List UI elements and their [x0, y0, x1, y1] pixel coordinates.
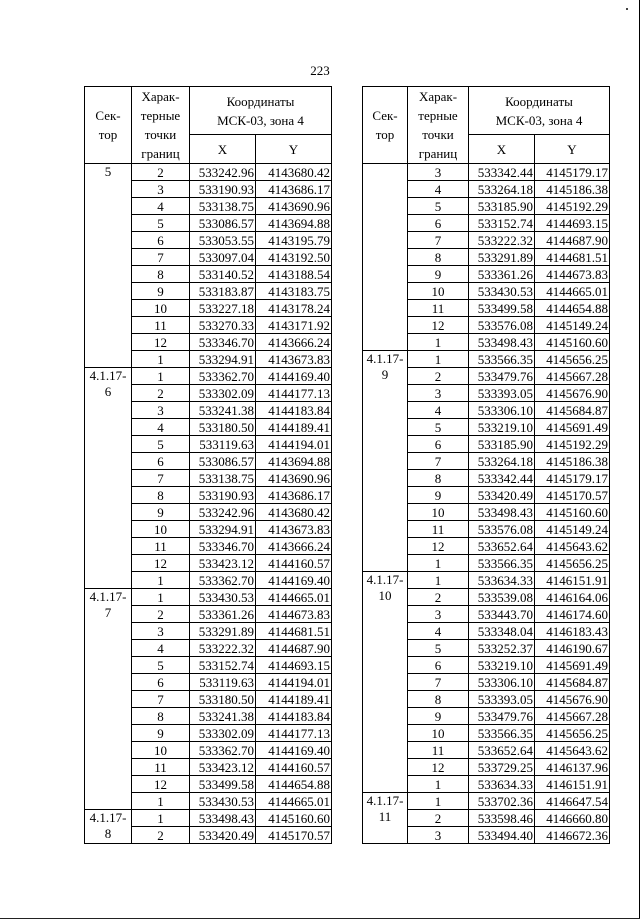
point-number-cell: 2: [408, 589, 469, 606]
x-coordinate-cell: 533190.93: [190, 487, 256, 504]
point-number-cell: 4: [132, 640, 190, 657]
y-coordinate-cell: 4144673.83: [535, 266, 610, 283]
x-coordinate-cell: 533097.04: [190, 249, 256, 266]
x-coordinate-cell: 533652.64: [469, 538, 535, 555]
x-coordinate-cell: 533264.18: [469, 453, 535, 470]
point-number-cell: 9: [132, 504, 190, 521]
point-number-cell: 1: [132, 572, 190, 589]
point-number-cell: 6: [132, 232, 190, 249]
sector-cell: [363, 164, 408, 351]
sector-cell: 4.1.17- 11: [363, 793, 408, 844]
x-coordinate-cell: 533494.40: [469, 827, 535, 844]
point-number-cell: 7: [132, 249, 190, 266]
header-sector-text: Сек- тор: [95, 108, 121, 142]
y-coordinate-cell: 4143673.83: [256, 521, 332, 538]
x-coordinate-cell: 533362.70: [190, 572, 256, 589]
point-number-cell: 2: [408, 368, 469, 385]
y-coordinate-cell: 4145149.24: [535, 317, 610, 334]
point-number-cell: 4: [408, 181, 469, 198]
y-coordinate-cell: 4145656.25: [535, 351, 610, 368]
header-sector-text: Сек- тор: [372, 108, 398, 142]
x-coordinate-cell: 533138.75: [190, 470, 256, 487]
table-row: [363, 164, 610, 181]
point-number-cell: 1: [408, 555, 469, 572]
x-coordinate-cell: 533566.35: [469, 725, 535, 742]
x-coordinate-cell: 533306.10: [469, 674, 535, 691]
point-number-cell: 1: [132, 793, 190, 810]
x-coordinate-cell: 533086.57: [190, 453, 256, 470]
point-number-cell: 6: [408, 436, 469, 453]
point-number-cell: 8: [132, 487, 190, 504]
x-coordinate-cell: 533420.49: [469, 487, 535, 504]
point-number-cell: 6: [132, 453, 190, 470]
point-number-cell: 5: [408, 419, 469, 436]
point-number-cell: 8: [132, 266, 190, 283]
header-coords: [190, 87, 332, 135]
y-coordinate-cell: 4144665.01: [256, 793, 332, 810]
x-coordinate-cell: 533576.08: [469, 317, 535, 334]
x-coordinate-cell: 533140.52: [190, 266, 256, 283]
sector-cell: 4.1.17- 8: [85, 810, 132, 844]
y-coordinate-cell: 4145160.60: [256, 810, 332, 827]
x-coordinate-cell: 533185.90: [469, 198, 535, 215]
y-coordinate-cell: 4143666.24: [256, 538, 332, 555]
point-number-cell: 3: [408, 827, 469, 844]
y-coordinate-cell: 4144687.90: [535, 232, 610, 249]
x-coordinate-cell: 533443.70: [469, 606, 535, 623]
header-sector: [85, 87, 132, 164]
x-coordinate-cell: 533702.36: [469, 793, 535, 810]
y-coordinate-cell: 4143178.24: [256, 300, 332, 317]
y-coordinate-cell: 4144183.84: [256, 708, 332, 725]
x-coordinate-cell: 533634.33: [469, 776, 535, 793]
y-coordinate-cell: 4143680.42: [256, 504, 332, 521]
y-coordinate-cell: 4145643.62: [535, 742, 610, 759]
y-coordinate-cell: 4144654.88: [256, 776, 332, 793]
x-coordinate-cell: 533180.50: [190, 691, 256, 708]
point-number-cell: 5: [132, 436, 190, 453]
y-coordinate-cell: 4145667.28: [535, 368, 610, 385]
sector-cell: 4.1.17- 7: [85, 589, 132, 810]
y-coordinate-cell: 4145160.60: [535, 334, 610, 351]
y-coordinate-cell: 4143183.75: [256, 283, 332, 300]
y-coordinate-cell: 4146672.36: [535, 827, 610, 844]
y-coordinate-cell: 4144681.51: [256, 623, 332, 640]
y-coordinate-cell: 4145186.38: [535, 453, 610, 470]
point-number-cell: 5: [408, 198, 469, 215]
x-coordinate-cell: 533393.05: [469, 385, 535, 402]
point-number-cell: 7: [408, 674, 469, 691]
y-coordinate-cell: 4145684.87: [535, 674, 610, 691]
y-coordinate-cell: 4144160.57: [256, 759, 332, 776]
point-number-cell: 9: [132, 283, 190, 300]
point-number-cell: 4: [132, 198, 190, 215]
y-coordinate-cell: 4143192.50: [256, 249, 332, 266]
x-coordinate-cell: 533302.09: [190, 385, 256, 402]
point-number-cell: 11: [132, 538, 190, 555]
x-coordinate-cell: 533190.93: [190, 181, 256, 198]
x-coordinate-cell: 533241.38: [190, 708, 256, 725]
y-coordinate-cell: 4144160.57: [256, 555, 332, 572]
y-coordinate-cell: 4144183.84: [256, 402, 332, 419]
point-number-cell: 11: [408, 742, 469, 759]
x-coordinate-cell: 533306.10: [469, 402, 535, 419]
point-number-cell: 3: [408, 385, 469, 402]
y-coordinate-cell: 4146164.06: [535, 589, 610, 606]
point-number-cell: 3: [408, 606, 469, 623]
x-coordinate-cell: 533291.89: [469, 249, 535, 266]
x-coordinate-cell: 533499.58: [469, 300, 535, 317]
y-coordinate-cell: 4145179.17: [535, 470, 610, 487]
point-number-cell: 12: [408, 317, 469, 334]
x-coordinate-cell: 533634.33: [469, 572, 535, 589]
y-coordinate-cell: 4144169.40: [256, 368, 332, 385]
sector-cell: 4.1.17- 6: [85, 368, 132, 589]
y-coordinate-cell: 4143171.92: [256, 317, 332, 334]
point-number-cell: 1: [408, 334, 469, 351]
x-coordinate-cell: 533294.91: [190, 351, 256, 368]
x-coordinate-cell: 533479.76: [469, 708, 535, 725]
table-body: [85, 164, 332, 844]
point-number-cell: 8: [408, 691, 469, 708]
x-coordinate-cell: 533264.18: [469, 181, 535, 198]
point-number-cell: 9: [408, 708, 469, 725]
y-coordinate-cell: 4143686.17: [256, 487, 332, 504]
point-number-cell: 1: [408, 351, 469, 368]
y-coordinate-cell: 4144169.40: [256, 572, 332, 589]
point-number-cell: 11: [408, 521, 469, 538]
x-coordinate-cell: 533346.70: [190, 334, 256, 351]
y-coordinate-cell: 4144177.13: [256, 725, 332, 742]
sector-cell: 4.1.17- 9: [363, 351, 408, 572]
point-number-cell: 10: [132, 521, 190, 538]
x-coordinate-cell: 533185.90: [469, 436, 535, 453]
x-coordinate-cell: 533222.32: [190, 640, 256, 657]
y-coordinate-cell: 4145160.60: [535, 504, 610, 521]
y-coordinate-cell: 4145170.57: [535, 487, 610, 504]
header-coords-text: Координаты МСК-03, зона 4: [217, 93, 304, 128]
x-coordinate-cell: 533242.96: [190, 504, 256, 521]
y-coordinate-cell: 4144194.01: [256, 674, 332, 691]
x-coordinate-cell: 533361.26: [469, 266, 535, 283]
point-number-cell: 8: [132, 708, 190, 725]
point-number-cell: 10: [132, 300, 190, 317]
sector-cell: 4.1.17- 10: [363, 572, 408, 793]
y-coordinate-cell: 4145656.25: [535, 555, 610, 572]
y-coordinate-cell: 4145149.24: [535, 521, 610, 538]
point-number-cell: 1: [132, 351, 190, 368]
point-number-cell: 10: [408, 504, 469, 521]
point-number-cell: 2: [132, 385, 190, 402]
point-number-cell: 9: [408, 487, 469, 504]
y-coordinate-cell: 4146174.60: [535, 606, 610, 623]
point-number-cell: 1: [132, 589, 190, 606]
x-coordinate-cell: 533086.57: [190, 215, 256, 232]
x-coordinate-cell: 533342.44: [469, 470, 535, 487]
x-coordinate-cell: 533362.70: [190, 368, 256, 385]
y-coordinate-cell: 4144189.41: [256, 419, 332, 436]
point-number-cell: 11: [132, 759, 190, 776]
point-number-cell: 5: [132, 215, 190, 232]
y-coordinate-cell: 4145656.25: [535, 725, 610, 742]
x-coordinate-cell: 533180.50: [190, 419, 256, 436]
point-number-cell: 7: [132, 470, 190, 487]
point-number-cell: 3: [132, 181, 190, 198]
y-coordinate-cell: 4143666.24: [256, 334, 332, 351]
x-coordinate-cell: 533566.35: [469, 555, 535, 572]
y-coordinate-cell: 4146183.43: [535, 623, 610, 640]
x-coordinate-cell: 533294.91: [190, 521, 256, 538]
y-coordinate-cell: 4144654.88: [535, 300, 610, 317]
header-points: [408, 87, 469, 164]
table-row: [363, 351, 610, 368]
coordinates-table-right: [362, 86, 610, 844]
x-coordinate-cell: 533152.74: [469, 215, 535, 232]
x-coordinate-cell: 533423.12: [190, 759, 256, 776]
point-number-cell: 8: [408, 470, 469, 487]
point-number-cell: 10: [408, 725, 469, 742]
point-number-cell: 2: [408, 810, 469, 827]
x-coordinate-cell: 533348.04: [469, 623, 535, 640]
x-coordinate-cell: 533119.63: [190, 674, 256, 691]
y-coordinate-cell: 4144177.13: [256, 385, 332, 402]
point-number-cell: 7: [408, 453, 469, 470]
point-number-cell: 3: [408, 164, 469, 181]
x-coordinate-cell: 533430.53: [190, 793, 256, 810]
x-coordinate-cell: 533598.46: [469, 810, 535, 827]
x-coordinate-cell: 533479.76: [469, 368, 535, 385]
x-coordinate-cell: 533498.43: [469, 334, 535, 351]
point-number-cell: 7: [408, 232, 469, 249]
header-x: X: [469, 135, 535, 164]
point-number-cell: 7: [132, 691, 190, 708]
x-coordinate-cell: 533361.26: [190, 606, 256, 623]
y-coordinate-cell: 4145667.28: [535, 708, 610, 725]
x-coordinate-cell: 533291.89: [190, 623, 256, 640]
point-number-cell: 10: [408, 283, 469, 300]
x-coordinate-cell: 533241.38: [190, 402, 256, 419]
point-number-cell: 3: [132, 402, 190, 419]
y-coordinate-cell: 4145691.49: [535, 419, 610, 436]
y-coordinate-cell: 4146660.80: [535, 810, 610, 827]
x-coordinate-cell: 533539.08: [469, 589, 535, 606]
x-coordinate-cell: 533498.43: [469, 504, 535, 521]
x-coordinate-cell: 533183.87: [190, 283, 256, 300]
y-coordinate-cell: 4144673.83: [256, 606, 332, 623]
table-row: [85, 164, 332, 181]
sector-cell: 5: [85, 164, 132, 368]
y-coordinate-cell: 4145192.29: [535, 436, 610, 453]
x-coordinate-cell: 533393.05: [469, 691, 535, 708]
y-coordinate-cell: 4144189.41: [256, 691, 332, 708]
header-sector: [363, 87, 408, 164]
y-coordinate-cell: 4145643.62: [535, 538, 610, 555]
y-coordinate-cell: 4143690.96: [256, 470, 332, 487]
x-coordinate-cell: 533499.58: [190, 776, 256, 793]
y-coordinate-cell: 4146151.91: [535, 572, 610, 589]
y-coordinate-cell: 4145676.90: [535, 385, 610, 402]
point-number-cell: 9: [132, 725, 190, 742]
table-row: [85, 810, 332, 827]
y-coordinate-cell: 4144665.01: [535, 283, 610, 300]
x-coordinate-cell: 533222.32: [469, 232, 535, 249]
header-points-text: Харак- терные точки границ: [418, 89, 458, 161]
y-coordinate-cell: 4145676.90: [535, 691, 610, 708]
point-number-cell: 9: [408, 266, 469, 283]
point-number-cell: 4: [408, 623, 469, 640]
y-coordinate-cell: 4145684.87: [535, 402, 610, 419]
x-coordinate-cell: 533119.63: [190, 436, 256, 453]
point-number-cell: 3: [132, 623, 190, 640]
x-coordinate-cell: 533152.74: [190, 657, 256, 674]
x-coordinate-cell: 533498.43: [190, 810, 256, 827]
point-number-cell: 12: [132, 334, 190, 351]
table-body: [363, 164, 610, 844]
point-number-cell: 12: [132, 776, 190, 793]
x-coordinate-cell: 533252.37: [469, 640, 535, 657]
point-number-cell: 2: [132, 606, 190, 623]
point-number-cell: 10: [132, 742, 190, 759]
y-coordinate-cell: 4144194.01: [256, 436, 332, 453]
x-coordinate-cell: 533219.10: [469, 657, 535, 674]
y-coordinate-cell: 4143694.88: [256, 215, 332, 232]
point-number-cell: 12: [408, 538, 469, 555]
x-coordinate-cell: 533423.12: [190, 555, 256, 572]
scan-dot: [626, 8, 628, 10]
y-coordinate-cell: 4144693.15: [256, 657, 332, 674]
point-number-cell: 1: [408, 572, 469, 589]
table-row: [363, 793, 610, 810]
header-points-text: Харак- терные точки границ: [140, 89, 181, 161]
x-coordinate-cell: 533219.10: [469, 419, 535, 436]
point-number-cell: 1: [132, 810, 190, 827]
x-coordinate-cell: 533346.70: [190, 538, 256, 555]
point-number-cell: 12: [132, 555, 190, 572]
y-coordinate-cell: 4143694.88: [256, 453, 332, 470]
header-coords: [469, 87, 610, 135]
table-row: [85, 589, 332, 606]
x-coordinate-cell: 533342.44: [469, 164, 535, 181]
y-coordinate-cell: 4144687.90: [256, 640, 332, 657]
x-coordinate-cell: 533302.09: [190, 725, 256, 742]
y-coordinate-cell: 4146647.54: [535, 793, 610, 810]
table-row: [85, 368, 332, 385]
header-points: [132, 87, 190, 164]
point-number-cell: 12: [408, 759, 469, 776]
point-number-cell: 6: [408, 215, 469, 232]
y-coordinate-cell: 4143673.83: [256, 351, 332, 368]
point-number-cell: 8: [408, 249, 469, 266]
x-coordinate-cell: 533420.49: [190, 827, 256, 844]
y-coordinate-cell: 4144169.40: [256, 742, 332, 759]
x-coordinate-cell: 533430.53: [190, 589, 256, 606]
point-number-cell: 1: [132, 368, 190, 385]
point-number-cell: 6: [132, 674, 190, 691]
y-coordinate-cell: 4146137.96: [535, 759, 610, 776]
x-coordinate-cell: 533566.35: [469, 351, 535, 368]
x-coordinate-cell: 533242.96: [190, 164, 256, 181]
point-number-cell: 1: [408, 776, 469, 793]
y-coordinate-cell: 4146190.67: [535, 640, 610, 657]
y-coordinate-cell: 4144681.51: [535, 249, 610, 266]
x-coordinate-cell: 533138.75: [190, 198, 256, 215]
y-coordinate-cell: 4145691.49: [535, 657, 610, 674]
point-number-cell: 5: [132, 657, 190, 674]
point-number-cell: 2: [132, 827, 190, 844]
x-coordinate-cell: 533053.55: [190, 232, 256, 249]
y-coordinate-cell: 4145192.29: [535, 198, 610, 215]
header-coords-text: Координаты МСК-03, зона 4: [495, 93, 583, 128]
point-number-cell: 4: [132, 419, 190, 436]
y-coordinate-cell: 4143690.96: [256, 198, 332, 215]
x-coordinate-cell: 533729.25: [469, 759, 535, 776]
y-coordinate-cell: 4145186.38: [535, 181, 610, 198]
header-y: Y: [535, 135, 610, 164]
y-coordinate-cell: 4145170.57: [256, 827, 332, 844]
y-coordinate-cell: 4143680.42: [256, 164, 332, 181]
point-number-cell: 2: [132, 164, 190, 181]
point-number-cell: 1: [408, 793, 469, 810]
header-y: Y: [256, 135, 332, 164]
y-coordinate-cell: 4144693.15: [535, 215, 610, 232]
x-coordinate-cell: 533227.18: [190, 300, 256, 317]
x-coordinate-cell: 533652.64: [469, 742, 535, 759]
point-number-cell: 5: [408, 640, 469, 657]
coordinates-table-left: [84, 86, 332, 844]
header-x: X: [190, 135, 256, 164]
x-coordinate-cell: 533576.08: [469, 521, 535, 538]
y-coordinate-cell: 4143686.17: [256, 181, 332, 198]
y-coordinate-cell: 4143195.79: [256, 232, 332, 249]
page-number: 223: [310, 63, 330, 78]
y-coordinate-cell: 4144665.01: [256, 589, 332, 606]
x-coordinate-cell: 533270.33: [190, 317, 256, 334]
table-row: [363, 572, 610, 589]
y-coordinate-cell: 4146151.91: [535, 776, 610, 793]
x-coordinate-cell: 533362.70: [190, 742, 256, 759]
point-number-cell: 6: [408, 657, 469, 674]
point-number-cell: 11: [408, 300, 469, 317]
y-coordinate-cell: 4145179.17: [535, 164, 610, 181]
point-number-cell: 11: [132, 317, 190, 334]
y-coordinate-cell: 4143188.54: [256, 266, 332, 283]
x-coordinate-cell: 533430.53: [469, 283, 535, 300]
point-number-cell: 4: [408, 402, 469, 419]
